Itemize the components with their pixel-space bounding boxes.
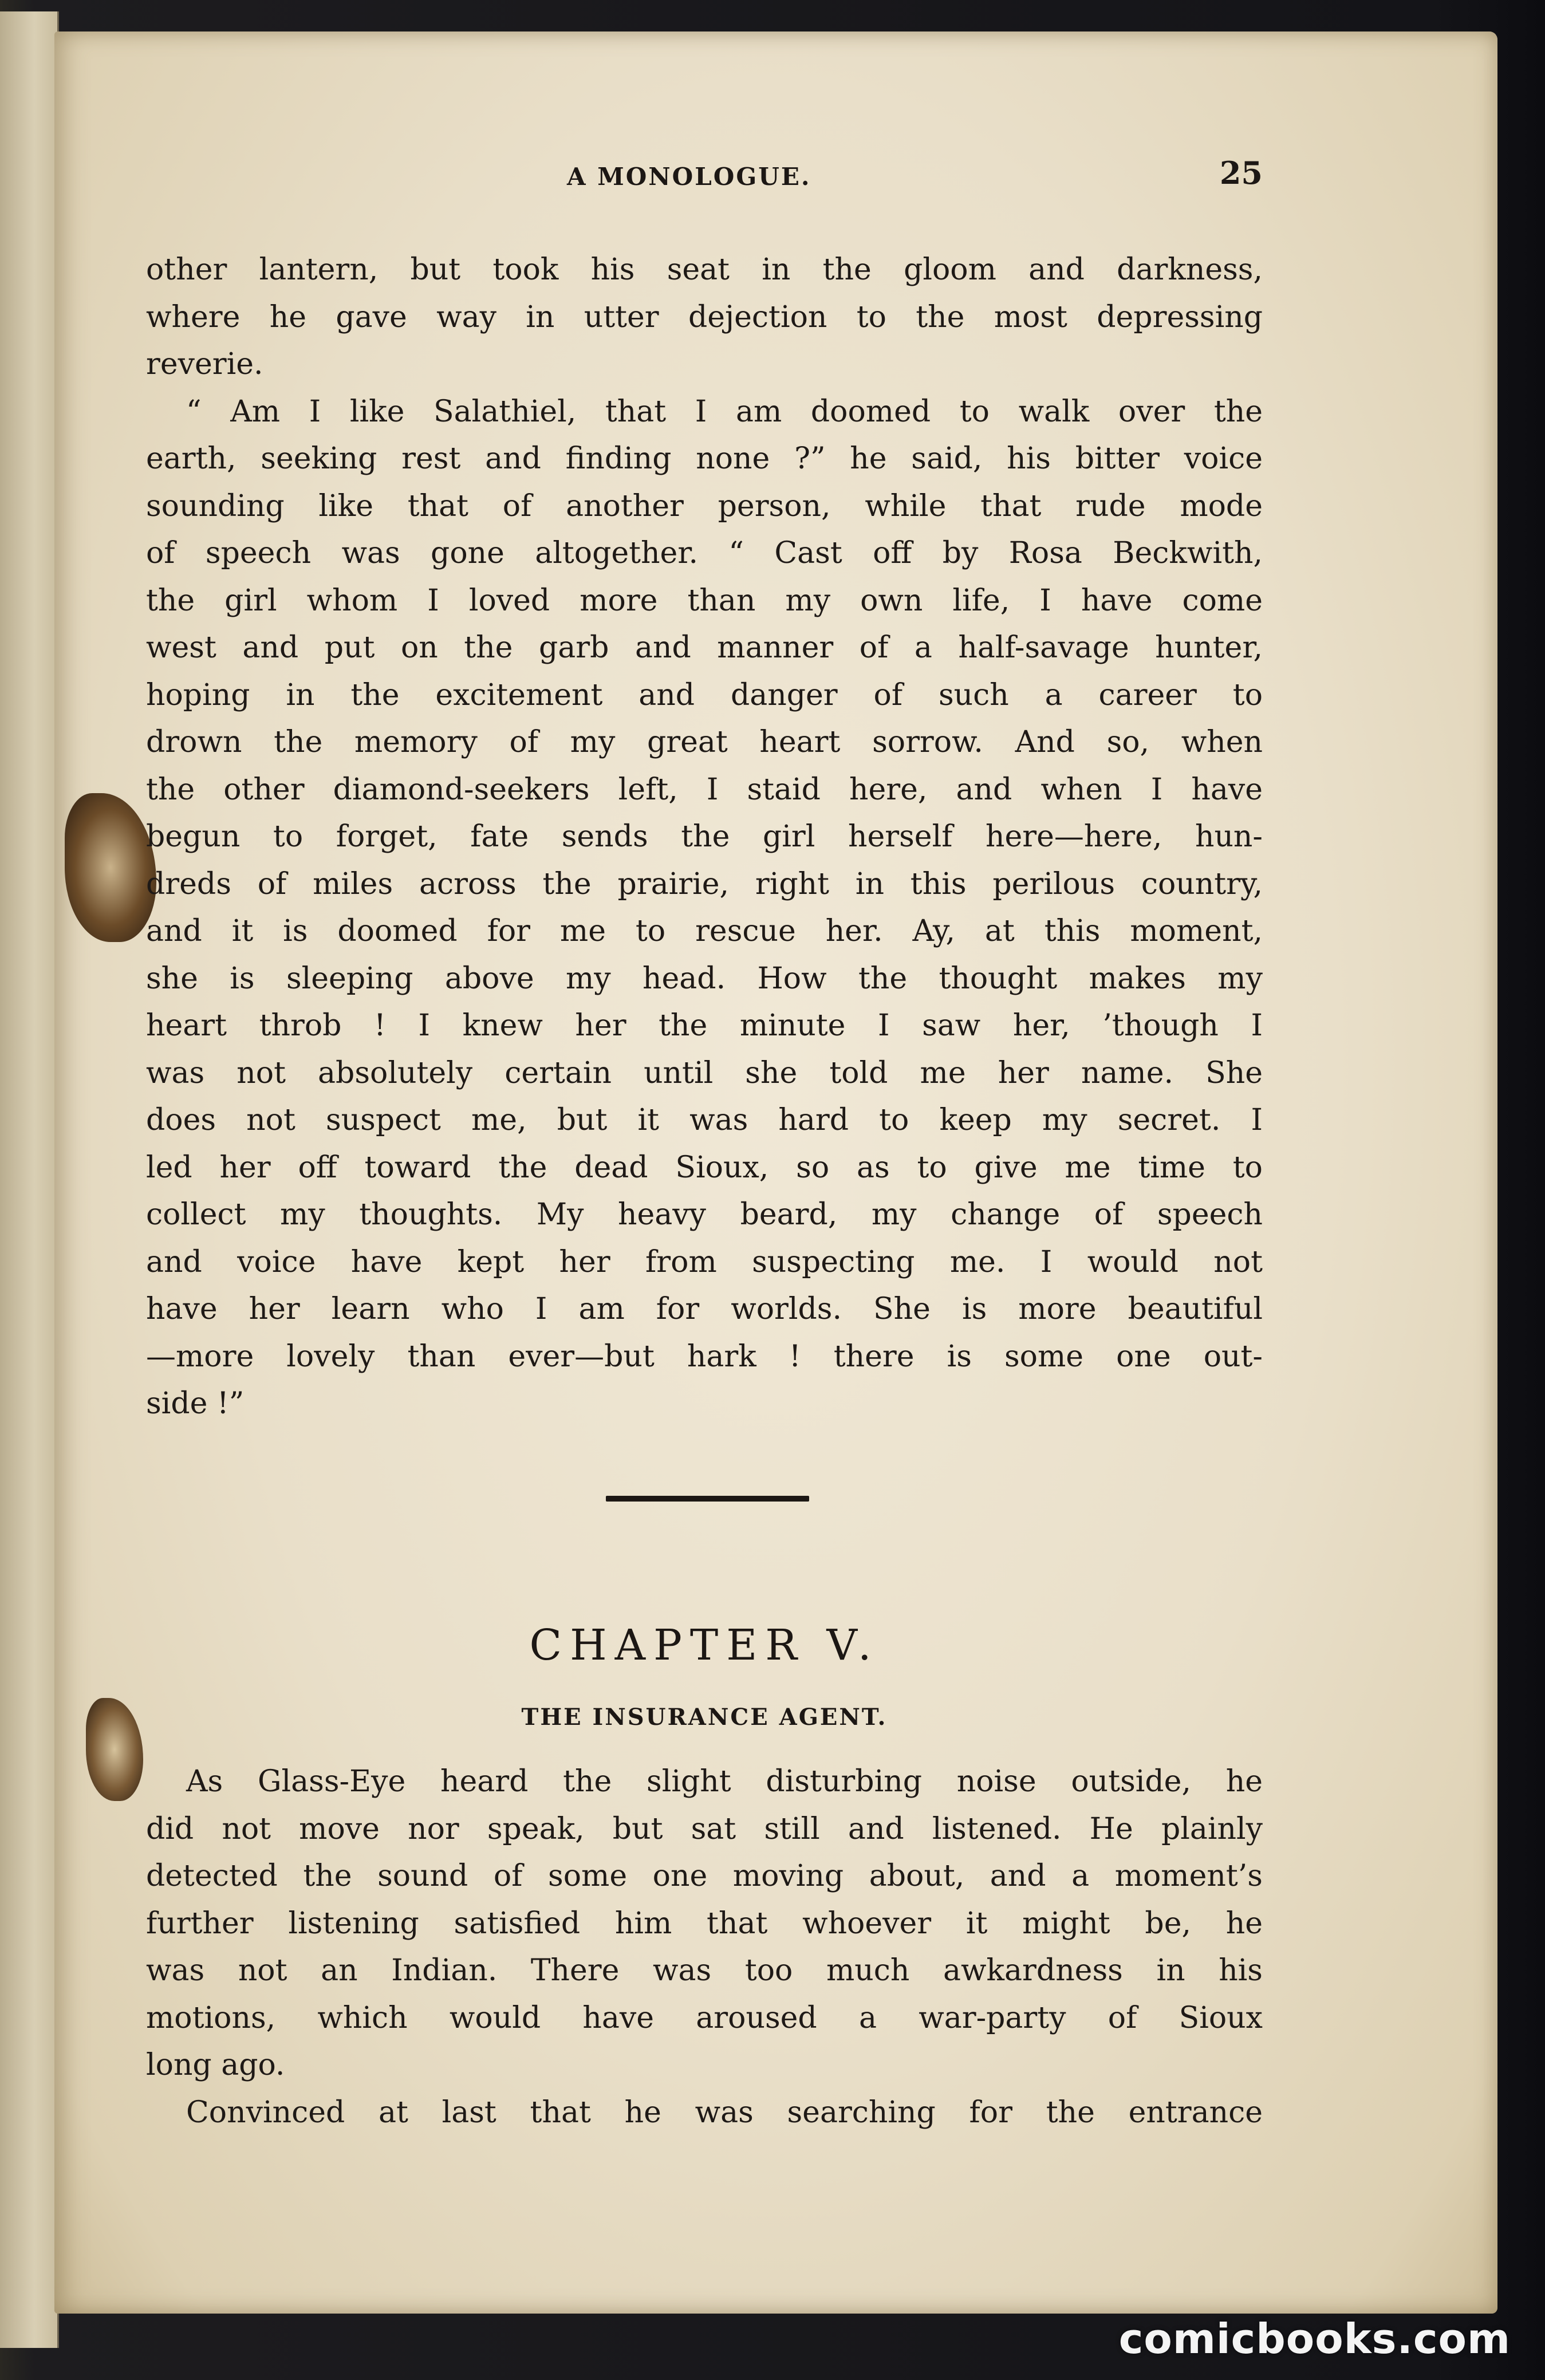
text-line: where he gave way in utter dejection to the most depressing (146, 300, 1263, 334)
text-line: side !” (146, 1386, 245, 1421)
text-line: of speech was gone altogether. “ Cast off by Rosa Beckwith, (146, 536, 1263, 570)
text-line: led her off toward the dead Sioux, so as to give me time to (146, 1150, 1263, 1185)
text-line: she is sleeping above my head. How the thought makes my (146, 961, 1263, 996)
body-text (146, 246, 1263, 1428)
text-line: “ Am I like Salathiel, that I am doomed to walk over the (186, 394, 1263, 429)
text-line: the other diamond-seekers left, I staid here, and when I have (146, 772, 1263, 807)
section-divider (606, 1496, 809, 1502)
paragraph (146, 388, 1263, 1428)
text-line: west and put on the garb and manner of a half-savage hunter, (146, 631, 1263, 665)
text-line: was not absolutely certain until she told me her name. She (146, 1055, 1263, 1090)
text-line: dreds of miles across the prairie, right in this perilous country, (146, 866, 1263, 901)
text-line: collect my thoughts. My heavy beard, my change of speech (146, 1197, 1263, 1232)
text-line: begun to forget, fate sends the girl herself here—here, hun- (146, 819, 1263, 854)
text-line: Convinced at last that he was searching for the entrance (186, 2095, 1263, 2130)
chapter-heading: CHAPTER V. (529, 1621, 880, 1670)
binding-tear (65, 793, 156, 942)
text-line: detected the sound of some one moving about, and a moment’s (146, 1859, 1263, 1893)
paragraph (146, 2089, 1263, 2137)
paragraph (146, 1758, 1263, 2089)
binding-tear (86, 1698, 143, 1801)
chapter-title: THE INSURANCE AGENT. (521, 1704, 888, 1731)
page-number: 25 (1219, 155, 1263, 191)
text-line: sounding like that of another person, while that rude mode (146, 488, 1263, 523)
running-head: A MONOLOGUE. (567, 163, 811, 191)
text-line: heart throb ! I knew her the minute I saw her, ’though I (146, 1008, 1263, 1043)
watermark: comicbooks.com (1118, 2315, 1511, 2363)
text-line: did not move nor speak, but sat still and listened. He plainly (146, 1811, 1263, 1846)
text-line: earth, seeking rest and finding none ?” he said, his bitter voice (146, 442, 1263, 476)
text-line: motions, which would have aroused a war-party of Sioux (146, 2000, 1263, 2035)
text-line: and voice have kept her from suspecting me. I would not (146, 1244, 1263, 1279)
previous-page-edge (0, 11, 59, 2348)
text-line: long ago. (146, 2048, 285, 2082)
text-line: the girl whom I loved more than my own life, I have come (146, 583, 1263, 618)
text-line: does not suspect me, but it was hard to keep my secret. I (146, 1103, 1263, 1137)
text-line: hoping in the excitement and danger of such a career to (146, 677, 1263, 712)
text-line: drown the memory of my great heart sorrow. And so, when (146, 725, 1263, 759)
text-line: was not an Indian. There was too much awkardness in his (146, 1953, 1263, 1988)
paragraph (146, 246, 1263, 388)
text-line: reverie. (146, 347, 263, 381)
text-line: further listening satisfied him that whoever it might be, he (146, 1906, 1263, 1941)
text-line: and it is doomed for me to rescue her. Ay, at this moment, (146, 914, 1263, 948)
chapter-text (146, 1758, 1263, 2136)
text-line: other lantern, but took his seat in the gloom and darkness, (146, 253, 1263, 287)
text-line: have her learn who I am for worlds. She is more beautiful (146, 1292, 1263, 1326)
text-line: As Glass-Eye heard the slight disturbing noise outside, he (186, 1764, 1263, 1799)
page-header (146, 150, 1263, 196)
text-line: —more lovely than ever—but hark ! there is some one out- (146, 1339, 1263, 1374)
